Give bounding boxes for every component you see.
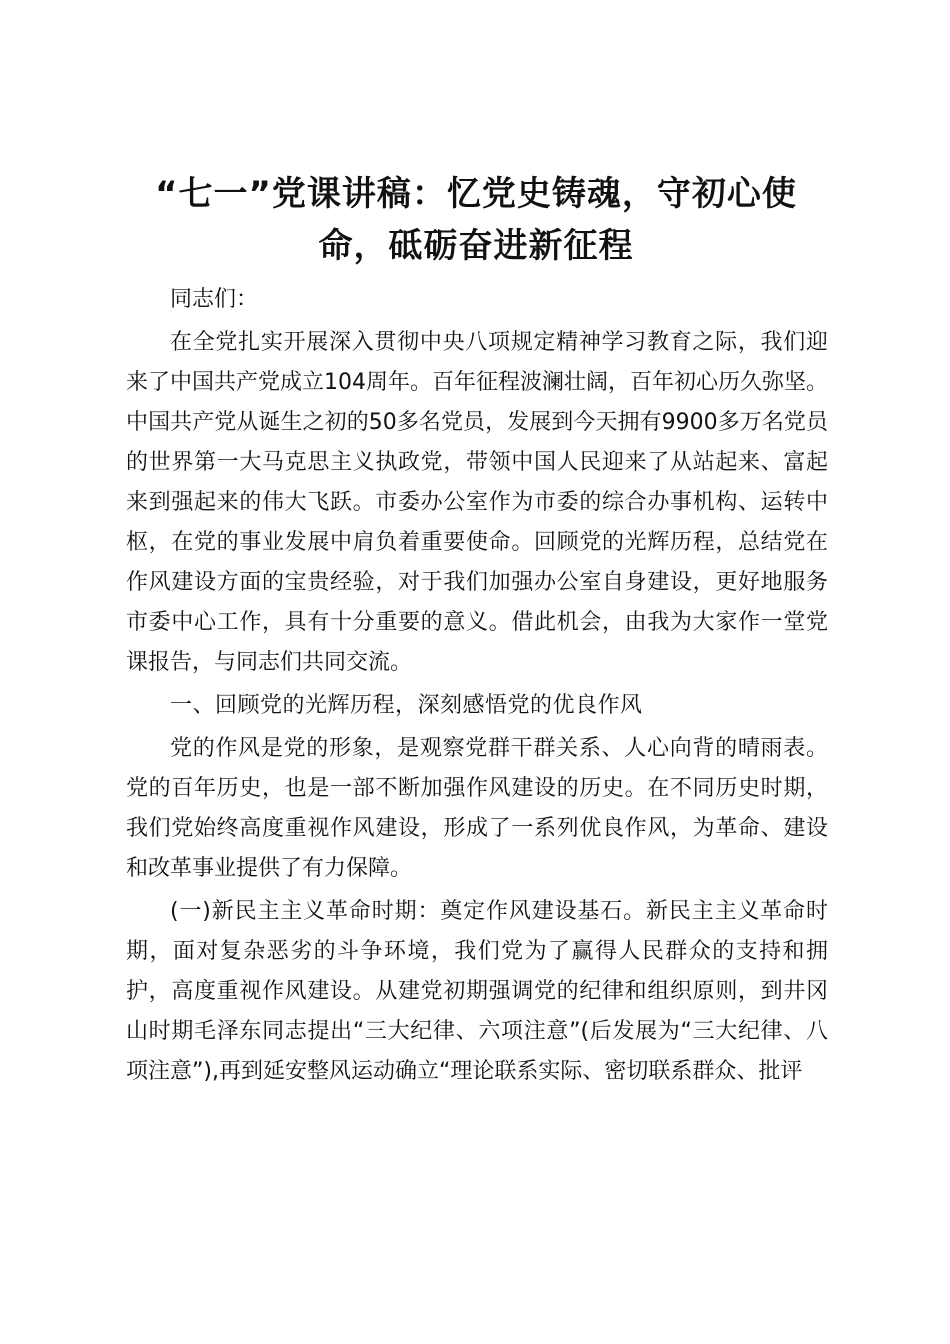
document-body (126, 280, 828, 1095)
document-title: “七一”党课讲稿：忆党史铸魂，守初心使命，砥砺奋进新征程 (155, 174, 797, 266)
paragraph-section-1: 党的作风是党的形象，是观察党群干群关系、人心向背的晴雨表。党的百年历史，也是一部不断加强作风建设的历史。在不同历史时期，我们党始终高度重视作风建设，形成了一系列优良作风，为革命、建设和改革事业提供了有力保障。 (126, 736, 828, 881)
section-heading-1: 一、回顾党的光辉历程，深刻感悟党的优良作风 (170, 693, 643, 718)
salutation: 同志们： (170, 287, 259, 312)
paragraph-subsection-1: (一)新民主主义革命时期：奠定作风建设基石。新民主主义革命时期，面对复杂恶劣的斗争环境，我们党为了赢得人民群众的支持和拥护，高度重视作风建设。从建党初期强调党的纪律和组织原则，到井冈山时期毛泽东同志提出“三大纪律、六项注意”(后发展为“三大纪律、八项注意”),再到延安整风运动确立“理论联系实际、密切联系群众、批评 (126, 899, 828, 1084)
paragraph-intro: 在全党扎实开展深入贯彻中央八项规定精神学习教育之际，我们迎来了中国共产党成立104周年。百年征程波澜壮阔，百年初心历久弥坚。中国共产党从诞生之初的50多名党员，发展到今天拥有9900多万名党员的世界第一大马克思主义执政党，带领中国人民迎来了从站起来、富起来到强起来的伟大飞跃。市委办公室作为市委的综合办事机构、运转中枢，在党的事业发展中肩负着重要使命。回顾党的光辉历程，总结党在作风建设方面的宝贵经验，对于我们加强办公室自身建设，更好地服务市委中心工作，具有十分重要的意义。借此机会，由我为大家作一堂党课报告，与同志们共同交流。 (126, 330, 828, 675)
